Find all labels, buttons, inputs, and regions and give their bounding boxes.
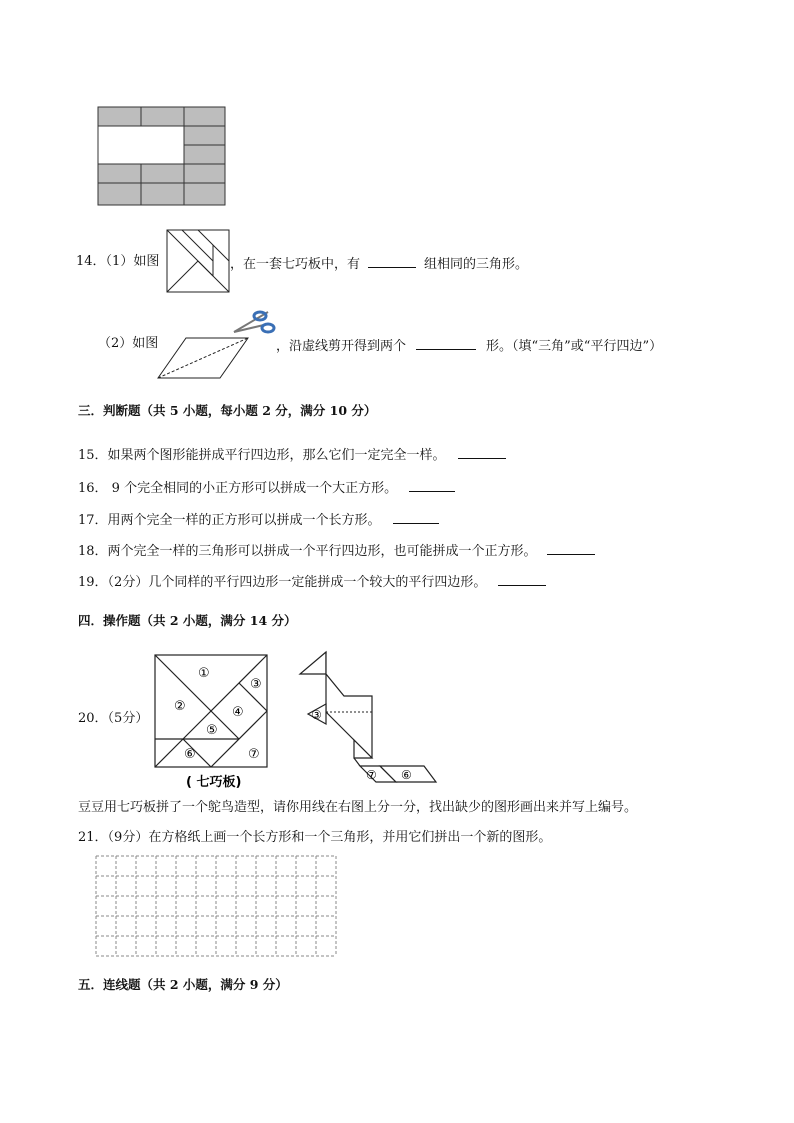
q14-answer-blank-1[interactable] <box>368 253 416 268</box>
q21-instruction: 21．（9分）在方格纸上画一个长方形和一个三角形，并用它们拼出一个新的图形。 <box>78 830 552 845</box>
ostrich-diagram <box>296 648 438 788</box>
q14-part2-prefix: （2）如图 <box>98 336 159 351</box>
parallelogram-scissors-figure <box>156 306 278 382</box>
q15-text: 15．如果两个图形能拼成平行四边形，那么它们一定完全一样。 <box>78 448 446 463</box>
q18-text: 18．两个完全一样的三角形可以拼成一个平行四边形，也可能拼成一个正方形。 <box>78 544 537 559</box>
ostrich-num-3: ③ <box>311 708 322 722</box>
section4-title: 四．操作题（共 2 小题，满分 14 分） <box>78 613 297 628</box>
section5-title: 五．连线题（共 2 小题，满分 9 分） <box>78 977 288 992</box>
ostrich-num-6: ⑥ <box>401 768 412 782</box>
q19-text: 19．（2分）几个同样的平行四边形一定能拼成一个较大的平行四边形。 <box>78 575 487 590</box>
square-grid-paper[interactable] <box>94 855 340 957</box>
tangram-caption: ( 七巧板) <box>186 775 242 790</box>
scissors-icon <box>234 312 274 332</box>
q17-text: 17．用两个完全一样的正方形可以拼成一个长方形。 <box>78 513 381 528</box>
q14-part1-middle-text: ，在一套七巧板中，有 <box>230 257 361 272</box>
q20-instruction: 豆豆用七巧板拼了一个鸵鸟造型，请你用线在右图上分一分，找出缺少的图形画出来并写上编号。 <box>78 800 638 815</box>
q14-part2-middle-text: ，沿虚线剪开得到两个 <box>276 339 407 354</box>
tangram-num-5: ⑤ <box>206 723 218 738</box>
tangram-diagram <box>152 652 274 794</box>
q16-text: 16． 9 个完全相同的小正方形可以拼成一个大正方形。 <box>78 481 398 496</box>
q15-line <box>78 444 510 465</box>
q16-answer-blank[interactable] <box>409 477 455 492</box>
q14-part2-suffix: 形。（填“三角”或“平行四边”） <box>486 339 663 354</box>
tangram-num-6: ⑥ <box>184 747 196 762</box>
q14-part1-prefix: 14．（1）如图 <box>76 254 160 269</box>
q19-line <box>78 571 550 592</box>
q20-label: 20．（5分） <box>78 711 149 726</box>
q18-line <box>78 540 599 561</box>
tangram-num-1: ① <box>198 666 210 681</box>
q14-part2-middle <box>276 335 662 356</box>
tangram-num-4: ④ <box>232 705 244 720</box>
q14-part1-suffix: 组相同的三角形。 <box>424 257 529 272</box>
q14-answer-blank-2[interactable] <box>416 335 476 350</box>
tangram-num-7: ⑦ <box>248 747 260 762</box>
q14-part1-middle <box>230 253 528 274</box>
q17-line <box>78 509 443 530</box>
tangram-num-2: ② <box>174 699 186 714</box>
tile-rectangle-figure <box>96 106 228 208</box>
tangram-num-3: ③ <box>250 677 262 692</box>
section3-title: 三．判断题（共 5 小题，每小题 2 分，满分 10 分） <box>78 403 377 418</box>
ostrich-num-7: ⑦ <box>366 768 377 782</box>
tangram-square-figure <box>166 229 230 293</box>
q15-answer-blank[interactable] <box>458 444 506 459</box>
q18-answer-blank[interactable] <box>547 540 595 555</box>
q17-answer-blank[interactable] <box>393 509 439 524</box>
q19-answer-blank[interactable] <box>498 571 546 586</box>
q16-line <box>78 477 459 498</box>
